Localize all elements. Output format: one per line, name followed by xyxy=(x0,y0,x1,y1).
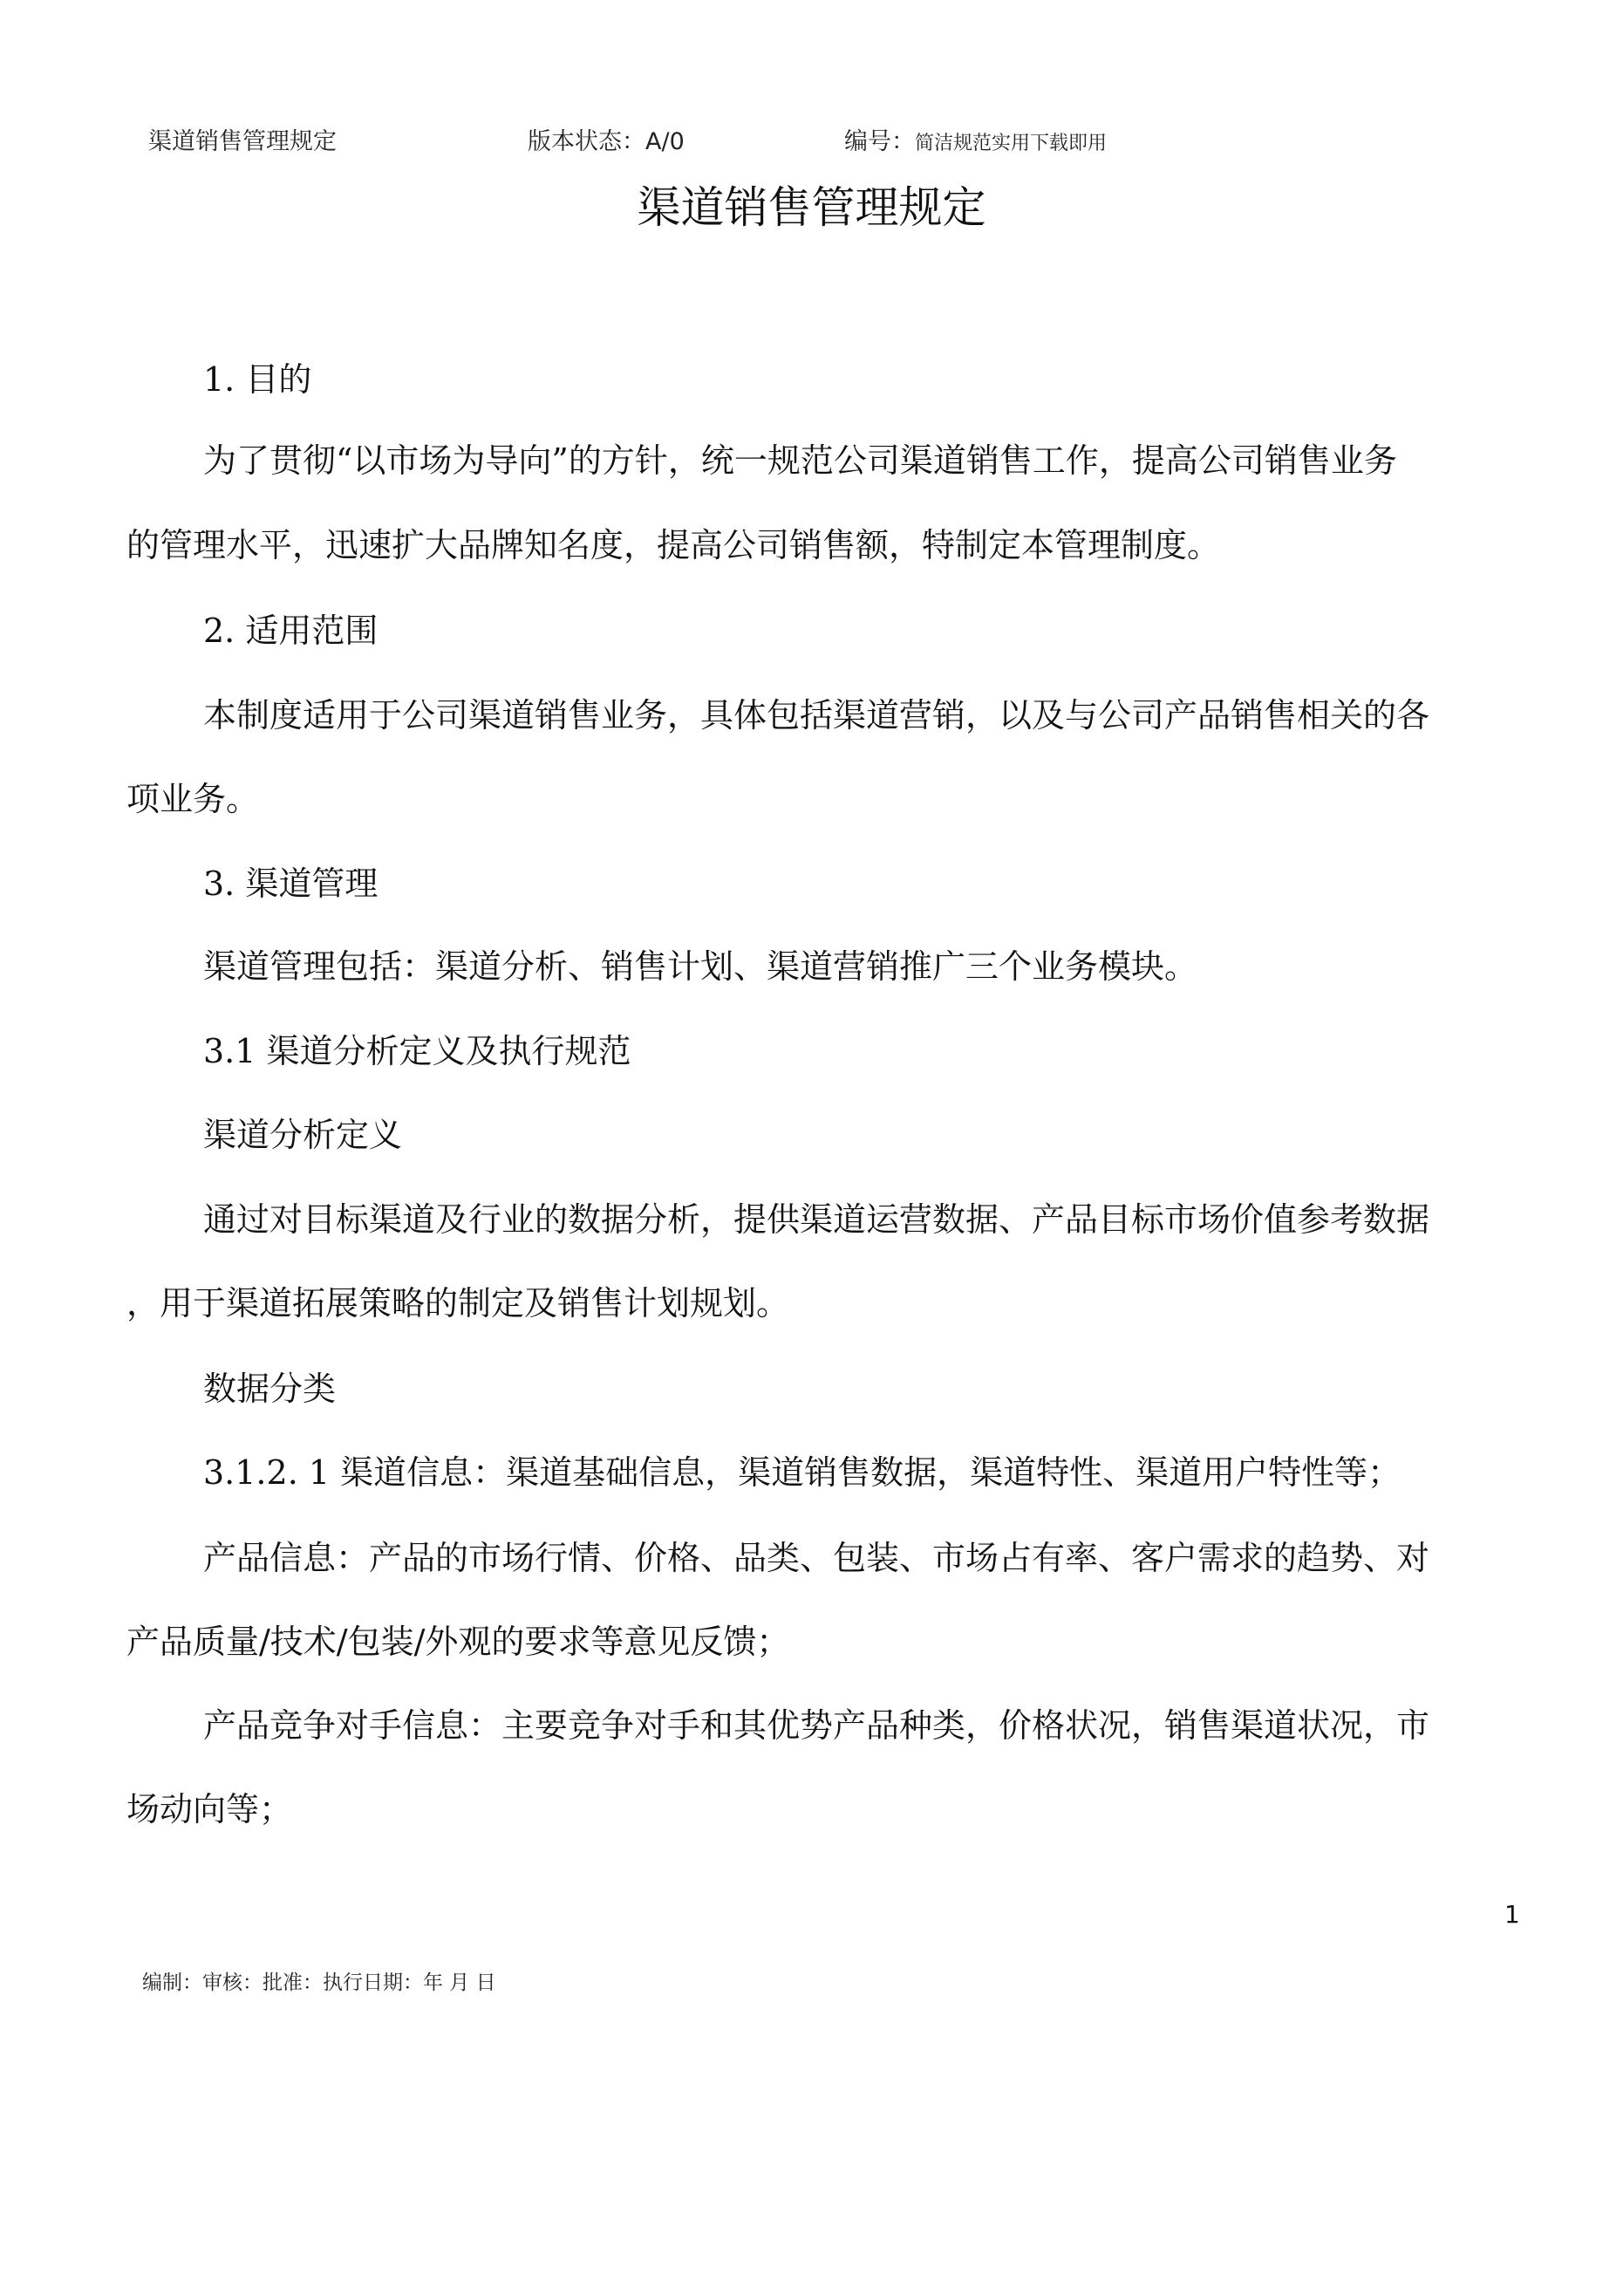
paragraph-line: 产品竞争对手信息：主要竞争对手和其优势产品种类，价格状况，销售渠道状况，市 xyxy=(203,1706,1430,1745)
section-heading-scope: 2. 适用范围 xyxy=(203,612,378,650)
header-number-label: 编号： xyxy=(844,128,915,155)
subsection-heading: 3.1 渠道分析定义及执行规范 xyxy=(203,1032,631,1070)
header-version xyxy=(528,122,685,156)
paragraph-line: 的管理水平，迅速扩大品牌知名度，提高公司销售额，特制定本管理制度。 xyxy=(126,526,1221,564)
header-doc-name: 渠道销售管理规定 xyxy=(148,128,337,155)
section-heading-channel-management: 3. 渠道管理 xyxy=(203,864,378,903)
header-number xyxy=(844,122,1107,156)
subsection-heading: 数据分类 xyxy=(203,1370,337,1408)
paragraph-line: 为了贯彻“以市场为导向”的方针，统一规范公司渠道销售工作，提高公司销售业务 xyxy=(203,441,1397,480)
subsection-heading: 渠道分析定义 xyxy=(203,1116,403,1154)
page-number: 1 xyxy=(1504,1900,1520,1929)
document-title: 渠道销售管理规定 xyxy=(637,182,986,233)
paragraph-line: 项业务。 xyxy=(126,780,260,818)
page-footer: 编制：审核：批准：执行日期：年 月 日 xyxy=(142,1971,496,1994)
header-version-value: A/0 xyxy=(645,128,685,155)
paragraph-line: 通过对目标渠道及行业的数据分析，提供渠道运营数据、产品目标市场价值参考数据 xyxy=(203,1200,1430,1239)
paragraph-line: 产品质量/技术/包装/外观的要求等意见反馈； xyxy=(126,1623,790,1661)
paragraph-line: 渠道管理包括：渠道分析、销售计划、渠道营销推广三个业务模块。 xyxy=(203,947,1198,986)
header-number-value: 简洁规范实用下载即用 xyxy=(915,133,1108,154)
paragraph-line: 3.1.2. 1 渠道信息：渠道基础信息，渠道销售数据，渠道特性、渠道用户特性等； xyxy=(203,1453,1401,1492)
header-version-label: 版本状态： xyxy=(528,128,645,155)
paragraph-line: ，用于渠道拓展策略的制定及销售计划规划。 xyxy=(126,1284,790,1322)
paragraph-line: 产品信息：产品的市场行情、价格、品类、包装、市场占有率、客户需求的趋势、对 xyxy=(203,1539,1430,1577)
section-heading-purpose: 1. 目的 xyxy=(203,360,312,399)
paragraph-line: 场动向等； xyxy=(126,1790,293,1828)
paragraph-line: 本制度适用于公司渠道销售业务，具体包括渠道营销，以及与公司产品销售相关的各 xyxy=(203,696,1430,735)
